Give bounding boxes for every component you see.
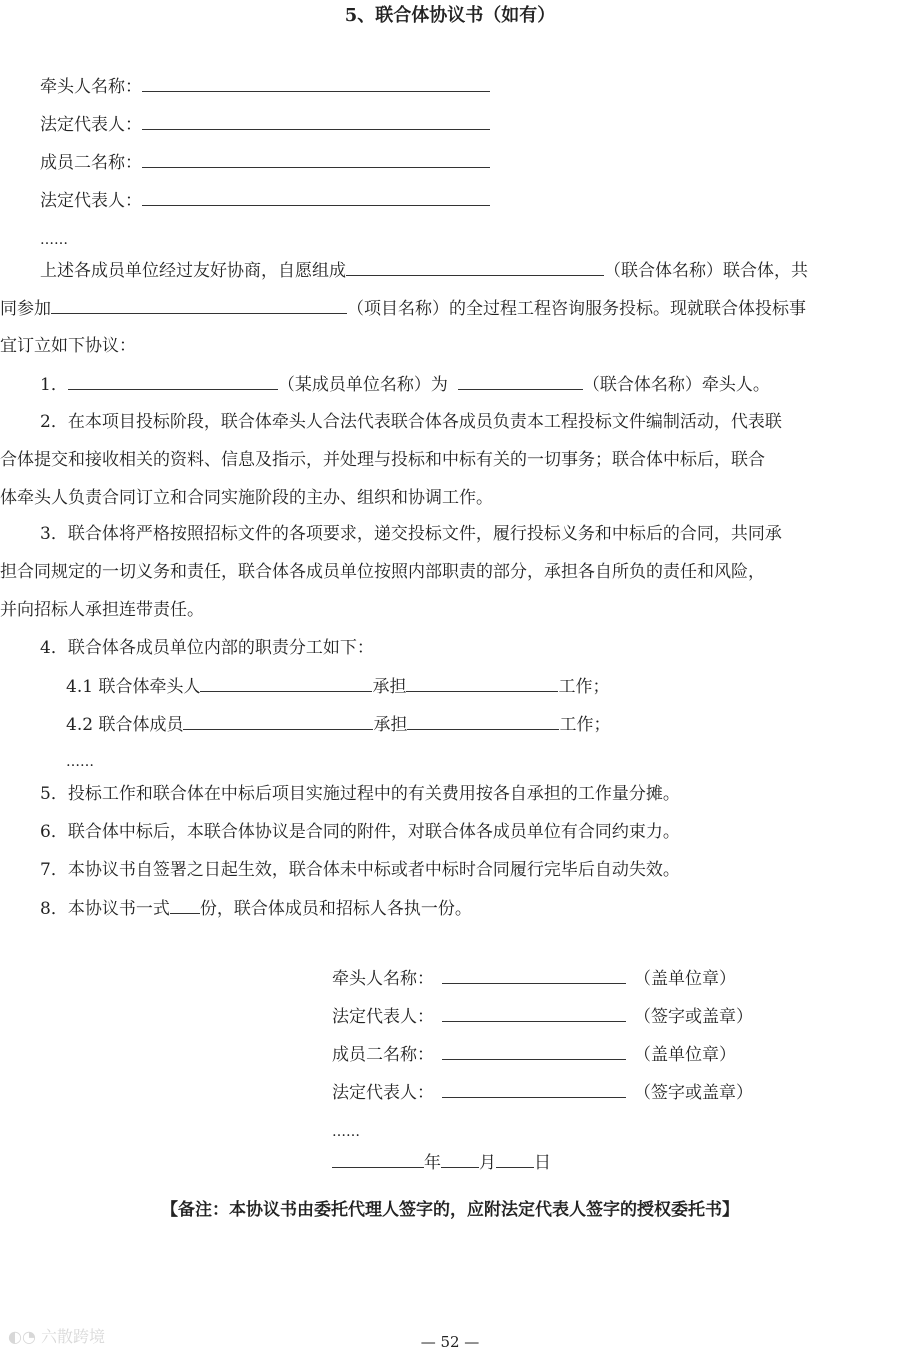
member2-rep-blank[interactable] [142,188,490,206]
month-blank[interactable] [441,1150,479,1168]
sig-member2-name-note: （盖单位章） [634,1045,736,1065]
lead-rep-blank[interactable] [142,112,490,130]
consortium-name-blank-2[interactable] [458,372,583,390]
sig-member2-rep-note: （签字或盖章） [634,1083,753,1103]
clause-4-2 [66,712,610,737]
copies-blank[interactable] [170,896,200,914]
clause-3-line-1: 3．联合体将严格按照招标文件的各项要求，递交投标文件，履行投标义务和中标后的合同，共同承 [40,524,782,544]
day-blank[interactable] [496,1150,534,1168]
intro-line-1-text-a: 上述各成员单位经过友好协商，自愿组成 [40,261,346,281]
intro-line-1 [40,258,808,283]
clause-7: 7．本协议书自签署之日起生效，联合体未中标或者中标时合同履行完毕后自动失效。 [40,860,680,880]
member-unit-blank[interactable] [68,372,278,390]
sig-lead-name-row [332,966,736,991]
clause-3-line-3: 并向招标人承担连带责任。 [0,600,204,620]
member2-name-row [40,150,490,175]
sig-date-row [332,1150,551,1175]
lead-rep-label: 法定代表人： [40,115,142,135]
clause-4: 4．联合体各成员单位内部的职责分工如下： [40,638,374,658]
sig-lead-rep-blank[interactable] [442,1004,626,1022]
clause-4-1-label: 4.1 联合体牵头人 [66,677,201,697]
sig-lead-rep-note: （签字或盖章） [634,1007,753,1027]
sig-lead-name-note: （盖单位章） [634,969,736,989]
consortium-name-blank[interactable] [346,258,604,276]
watermark-text: 六散跨境 [41,1327,106,1346]
document-title: 5、联合体协议书（如有） [344,5,556,26]
member2-rep-label: 法定代表人： [40,191,142,211]
clause-2-line-2: 合体提交和接收相关的资料、信息及指示，并处理与投标和中标有关的一切事务；联合体中标后，联合 [0,450,765,470]
member-work-blank[interactable] [407,712,559,730]
intro-line-2-text-a: 同参加 [0,299,51,319]
sig-member2-name-label: 成员二名称： [332,1045,434,1065]
clause-8 [40,896,472,921]
sig-lead-name-label: 牵头人名称： [332,969,434,989]
intro-line-2 [0,296,806,321]
member2-name-label: 成员二名称： [40,153,142,173]
month-label: 月 [479,1153,496,1173]
clause-1-number: 1． [40,375,68,395]
watermark-icon: ◐◔ [8,1327,42,1346]
sig-ellipsis: …… [332,1124,360,1140]
year-blank[interactable] [332,1150,424,1168]
sig-member2-name-blank[interactable] [442,1042,626,1060]
clause-8-text-b: 份，联合体成员和招标人各执一份。 [199,899,472,919]
year-label: 年 [424,1153,441,1173]
header-ellipsis: …… [40,232,68,248]
clause-1-text-b: （联合体名称）牵头人。 [582,375,770,395]
clause-4-2-work: 工作； [559,715,611,735]
page-number: — 52 — [420,1333,480,1351]
clause-1-text-a: （某成员单位名称）为 [277,375,448,395]
day-label: 日 [534,1153,551,1173]
sig-member2-rep-row [332,1080,753,1105]
sig-member2-name-row [332,1042,736,1067]
lead-party-blank[interactable] [200,674,372,692]
clause-5: 5．投标工作和联合体在中标后项目实施过程中的有关费用按各自承担的工作量分摊。 [40,784,680,804]
sig-lead-name-blank[interactable] [442,966,626,984]
lead-work-blank[interactable] [406,674,558,692]
clause-2-line-3: 体牵头人负责合同订立和合同实施阶段的主办、组织和协调工作。 [0,488,493,508]
clause-3-line-2: 担合同规定的一切义务和责任，联合体各成员单位按照内部职责的部分，承担各自所负的责任和风险， [0,562,765,582]
sig-member2-rep-blank[interactable] [442,1080,626,1098]
clause-4-1-undertake: 承担 [372,677,407,697]
clause-4-2-label: 4.2 联合体成员 [66,715,184,735]
clause-4-1 [66,674,609,699]
intro-line-3: 宜订立如下协议： [0,336,136,356]
lead-name-label: 牵头人名称： [40,77,142,97]
member-party-blank[interactable] [183,712,373,730]
clause-1 [40,372,770,397]
lead-rep-row [40,112,490,137]
lead-name-blank[interactable] [142,74,490,92]
clause-6: 6．联合体中标后，本联合体协议是合同的附件，对联合体各成员单位有合同约束力。 [40,822,680,842]
sig-lead-rep-label: 法定代表人： [332,1007,434,1027]
intro-line-1-text-b: （联合体名称）联合体，共 [604,261,808,281]
sig-member2-rep-label: 法定代表人： [332,1083,434,1103]
clause-4-1-work: 工作； [558,677,610,697]
intro-line-2-text-b: （项目名称）的全过程工程咨询服务投标。现就联合体投标事 [347,299,806,319]
clause-4-ellipsis: …… [66,754,94,770]
project-name-blank[interactable] [51,296,347,314]
lead-name-row [40,74,490,99]
clause-4-2-undertake: 承担 [373,715,408,735]
remark-note: 【备注：本协议书由委托代理人签字的，应附法定代表人签字的授权委托书】 [161,1200,739,1220]
sig-lead-rep-row [332,1004,753,1029]
member2-rep-row [40,188,490,213]
member2-name-blank[interactable] [142,150,490,168]
clause-8-text-a: 8．本协议书一式 [40,899,170,919]
clause-2-line-1: 2．在本项目投标阶段，联合体牵头人合法代表联合体各成员负责本工程投标文件编制活动，代表联 [40,412,782,432]
